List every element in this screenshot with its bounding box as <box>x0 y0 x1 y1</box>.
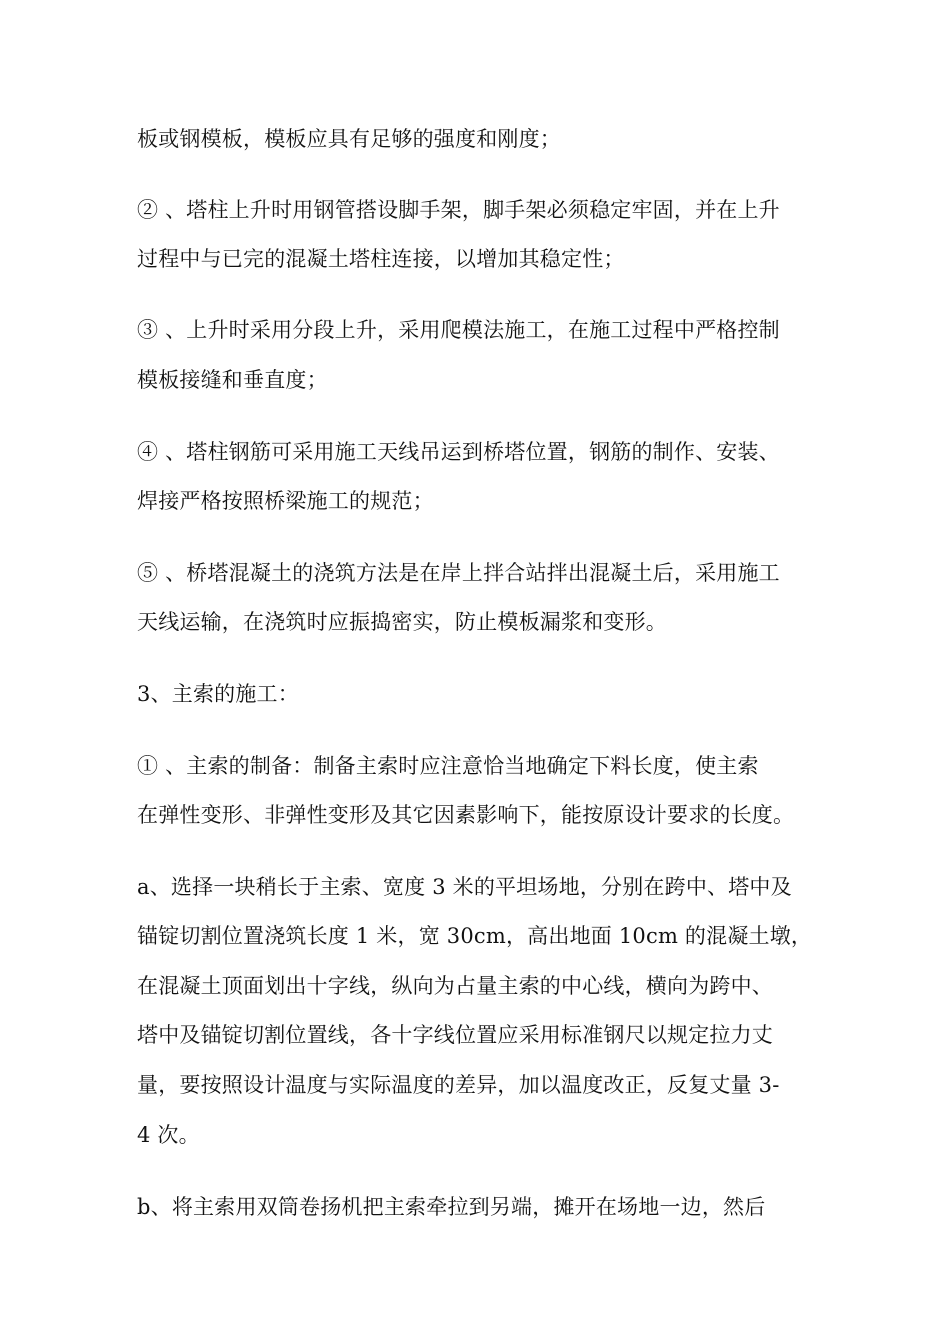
text-line: 模板接缝和垂直度； <box>137 368 328 392</box>
text-line: b、将主索用双筒卷扬机把主索牵拉到另端，摊开在场地一边，然后 <box>137 1195 766 1219</box>
text-line: a、选择一块稍长于主索、宽度 3 米的平坦场地，分别在跨中、塔中及 <box>137 875 792 899</box>
text-line: 锚锭切割位置浇筑长度 1 米，宽 30cm，高出地面 10cm 的混凝土墩， <box>137 924 813 948</box>
text-line: 量，要按照设计温度与实际温度的差异，加以温度改正，反复丈量 3- <box>137 1073 780 1097</box>
text-line: 过程中与已完的混凝土塔柱连接，以增加其稳定性； <box>137 247 625 271</box>
text-line: 塔中及锚锭切割位置线，各十字线位置应采用标准钢尺以规定拉力丈 <box>137 1023 773 1047</box>
text-line: ⑤ 、桥塔混凝土的浇筑方法是在岸上拌合站拌出混凝土后，采用施工 <box>137 561 780 585</box>
text-line: 在混凝土顶面划出十字线，纵向为占量主索的中心线，横向为跨中、 <box>137 974 773 998</box>
text-line: 天线运输，在浇筑时应振捣密实，防止模板漏浆和变形。 <box>137 610 667 634</box>
text-line: ③ 、上升时采用分段上升，采用爬模法施工，在施工过程中严格控制 <box>137 318 780 342</box>
text-line: 焊接严格按照桥梁施工的规范； <box>137 489 434 513</box>
text-line: 在弹性变形、非弹性变形及其它因素影响下，能按原设计要求的长度。 <box>137 803 795 827</box>
text-line: 板或钢模板，模板应具有足够的强度和刚度； <box>137 127 561 151</box>
section-heading: 3、主索的施工： <box>137 682 299 706</box>
text-line: ④ 、塔柱钢筋可采用施工天线吊运到桥塔位置，钢筋的制作、安装、 <box>137 440 780 464</box>
text-line: ② 、塔柱上升时用钢管搭设脚手架，脚手架必须稳定牢固，并在上升 <box>137 198 780 222</box>
text-line: ① 、主索的制备：制备主索时应注意恰当地确定下料长度，使主索 <box>137 754 759 778</box>
text-line: 4 次。 <box>137 1123 200 1147</box>
